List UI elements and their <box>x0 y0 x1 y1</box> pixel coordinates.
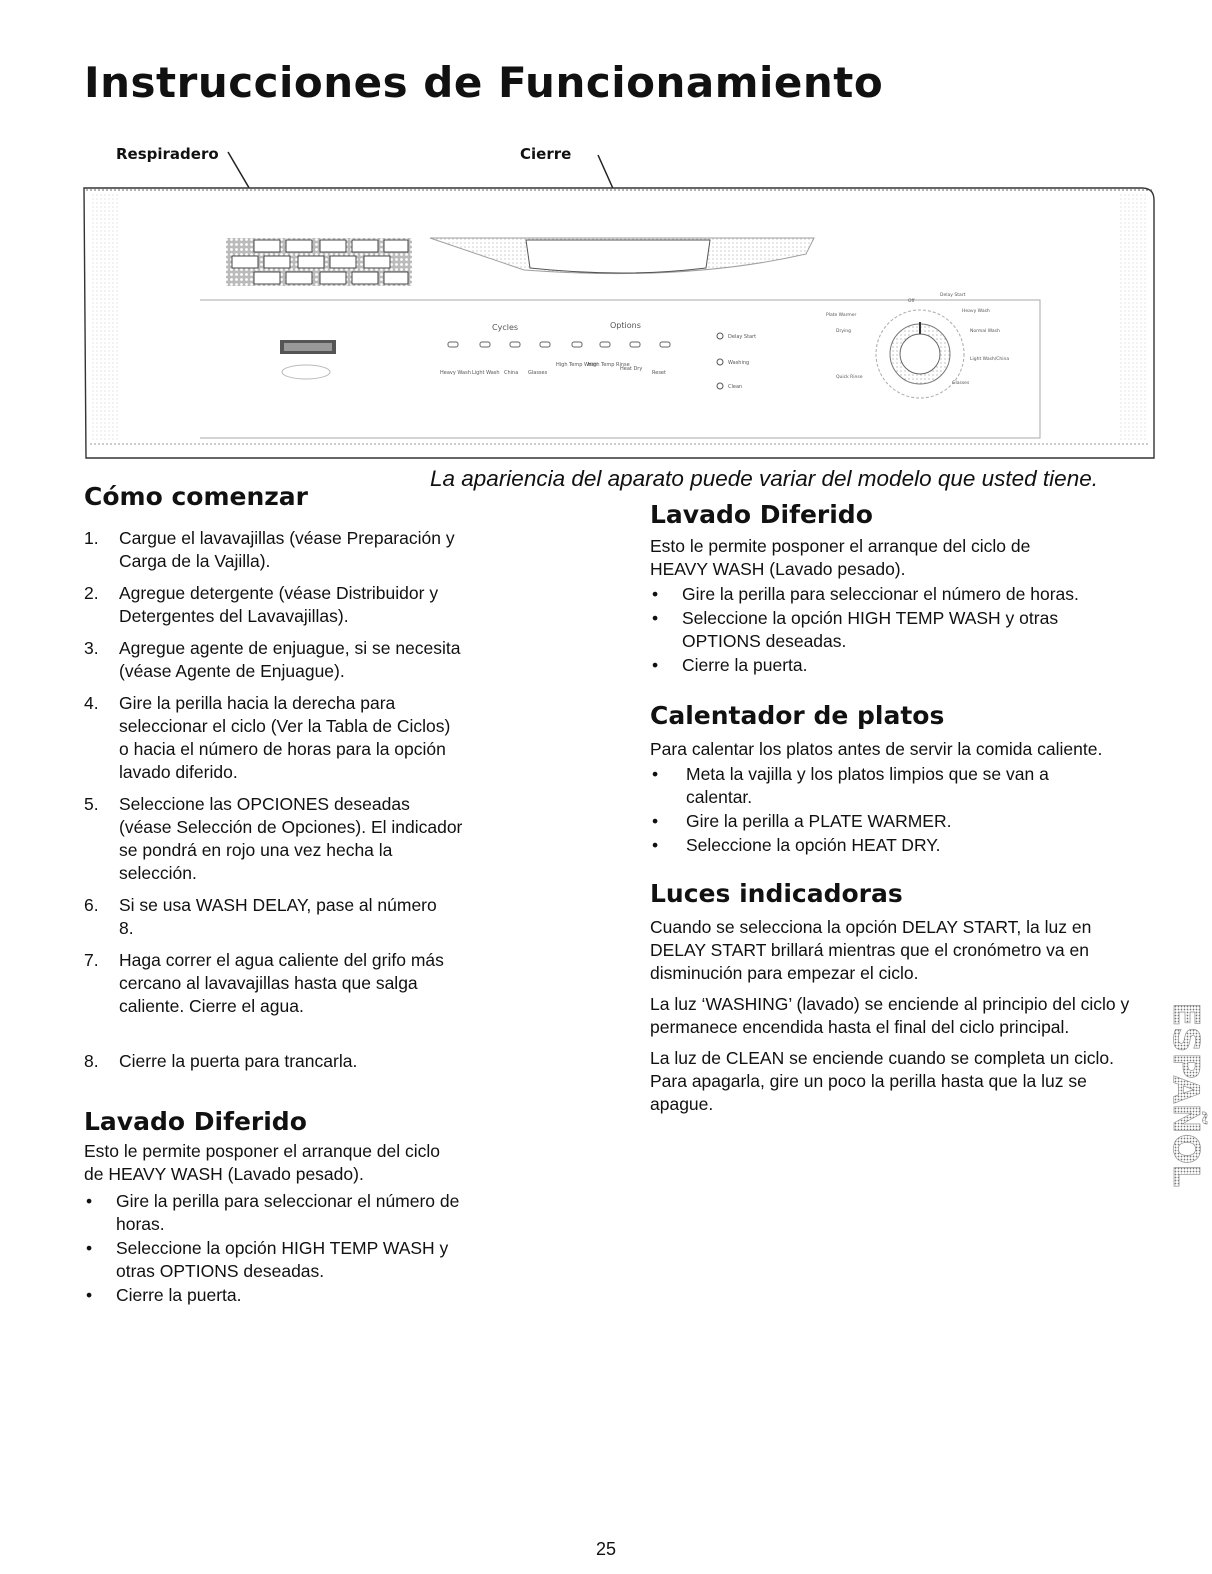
panel-button <box>630 342 640 347</box>
list-item <box>84 949 504 1018</box>
list-item: • Cierre la puerta. <box>84 1284 504 1307</box>
delay-bullets-right <box>650 583 1130 677</box>
panel-button <box>600 342 610 347</box>
warmer-intro: Para calentar los platos antes de servir la comida caliente. <box>650 739 1103 759</box>
dial-label: Delay Start <box>940 293 966 298</box>
list-item: • Meta la vajilla y los platos limpios que se van a calentar. <box>650 763 1130 809</box>
step-text: Agregue detergente (véase Distribuidor y Detergentes del Lavavajillas). <box>119 583 439 626</box>
list-item <box>84 793 504 885</box>
language-side-tab <box>1144 1000 1206 1240</box>
step-number: 2. <box>84 583 99 603</box>
panel-button-label: Reset <box>652 370 666 376</box>
step-text: Agregue agente de enjuague, si se necesita (véase Agente de Enjuague). <box>119 638 461 681</box>
side-tab-text: ESPAÑOL <box>1165 1002 1206 1188</box>
figure-caption: La apariencia del aparato puede variar del modelo que usted tiene. <box>430 466 1098 491</box>
indicator-light <box>717 333 723 339</box>
section-heading-start: Cómo comenzar <box>84 482 308 511</box>
list-item: • Seleccione la opción HEAT DRY. <box>650 834 1130 857</box>
panel-button <box>540 342 550 347</box>
panel-button-label: Heat Dry <box>620 366 643 372</box>
lights-paragraph: La luz de CLEAN se enciende cuando se completa un ciclo. Para apagarla, gire un poco la perilla hasta que la luz se apague. <box>650 1048 1115 1114</box>
list-item <box>84 1050 504 1073</box>
step-text: Si se usa WASH DELAY, pase al número 8. <box>119 895 437 938</box>
section-heading-delay-left: Lavado Diferido <box>84 1107 307 1136</box>
panel-button-label: Heavy Wash <box>440 370 471 376</box>
step-number: 4. <box>84 693 99 713</box>
list-item <box>84 582 504 628</box>
panel-button-label: Glasses <box>528 370 548 376</box>
step-number: 5. <box>84 794 99 814</box>
list-item <box>84 894 504 940</box>
indicator-light <box>717 359 723 365</box>
list-item: • Seleccione la opción HIGH TEMP WASH y otras OPTIONS deseadas. <box>84 1237 504 1283</box>
list-item: • Gire la perilla para seleccionar el número de horas. <box>84 1190 504 1236</box>
list-item: • Cierre la puerta. <box>650 654 1130 677</box>
dial-label: Glasses <box>952 381 970 386</box>
step-text: Cierre la puerta para trancarla. <box>119 1051 358 1071</box>
step-number: 1. <box>84 528 99 548</box>
indicator-label: Clean <box>728 384 743 390</box>
dial-label: Quick Rinse <box>836 375 863 380</box>
list-item <box>84 637 504 683</box>
indicator-label: Washing <box>728 360 750 366</box>
step-number: 6. <box>84 895 99 915</box>
delay-intro-right: Esto le permite posponer el arranque del ciclo de HEAVY WASH (Lavado pesado). <box>650 536 1031 579</box>
step-text: Cargue el lavavajillas (véase Preparación y Carga de la Vajilla). <box>119 528 455 571</box>
dial-label: Plate Warmer <box>826 313 857 318</box>
panel-button <box>448 342 458 347</box>
section-heading-lights: Luces indicadoras <box>650 879 903 908</box>
cycles-panel-label: Cycles <box>492 323 519 332</box>
delay-intro-left: Esto le permite posponer el arranque del ciclo de HEAVY WASH (Lavado pesado). <box>84 1141 441 1184</box>
left-column <box>84 482 504 1308</box>
options-panel-label: Options <box>610 321 641 330</box>
list-item: • Seleccione la opción HIGH TEMP WASH y otras OPTIONS deseadas. <box>650 607 1130 653</box>
list-item <box>84 527 504 573</box>
dial-label: Light Wash/China <box>970 357 1010 362</box>
panel-button <box>660 342 670 347</box>
step-text: Gire la perilla hacia la derecha para seleccionar el ciclo (Ver la Tabla de Ciclos) o hacia el número de horas para la opción lavado diferido. <box>119 693 451 782</box>
panel-button-label: China <box>504 370 519 376</box>
vent-grid <box>226 238 412 286</box>
indicator-label: Delay Start <box>728 334 757 340</box>
warmer-bullets <box>650 763 1130 857</box>
panel-button-label: High Temp Rinse <box>588 362 630 368</box>
panel-button <box>480 342 490 347</box>
step-number: 7. <box>84 950 99 970</box>
list-item: • Gire la perilla a PLATE WARMER. <box>650 810 1130 833</box>
vent-callout-label: Respiradero <box>116 145 219 163</box>
step-text: Haga correr el agua caliente del grifo más cercano al lavavajillas hasta que salga caliente. Cierre el agua. <box>119 950 444 1016</box>
step-number: 3. <box>84 638 99 658</box>
step-text: Seleccione las OPCIONES deseadas (véase Selección de Opciones). El indicador se pondrá en rojo una vez hecha la selección. <box>119 794 463 883</box>
indicator-light <box>717 383 723 389</box>
cycle-dial <box>876 310 964 398</box>
section-heading-delay-right: Lavado Diferido <box>650 500 873 529</box>
list-item: • Gire la perilla para seleccionar el número de horas. <box>650 583 1130 606</box>
panel-button <box>572 342 582 347</box>
page-number: 25 <box>596 1539 617 1559</box>
dial-label: Heavy Wash <box>962 309 990 314</box>
lights-paragraph: La luz ‘WASHING’ (lavado) se enciende al principio del ciclo y permanece encendida hasta el final del ciclo principal. <box>650 994 1130 1037</box>
start-steps-list <box>84 527 504 1073</box>
right-column <box>650 500 1130 1116</box>
control-panel-illustration <box>84 182 1156 462</box>
section-heading-warmer: Calentador de platos <box>650 701 945 730</box>
step-number: 8. <box>84 1051 99 1071</box>
dial-label: Normal Wash <box>970 329 1000 334</box>
delay-bullets-left <box>84 1190 504 1307</box>
panel-button-label: High Temp Wash <box>556 362 598 368</box>
dial-label: Drying <box>836 329 851 334</box>
dial-label: Off <box>908 299 915 304</box>
latch-callout-label: Cierre <box>520 145 572 163</box>
panel-button-label: Light Wash <box>472 370 500 376</box>
panel-button <box>510 342 520 347</box>
page-title: Instrucciones de Funcionamiento <box>84 58 884 107</box>
list-item <box>84 692 504 784</box>
lights-paragraph: Cuando se selecciona la opción DELAY START, la luz en DELAY START brillará mientras que el cronómetro va en disminución para empezar el ciclo. <box>650 917 1092 983</box>
